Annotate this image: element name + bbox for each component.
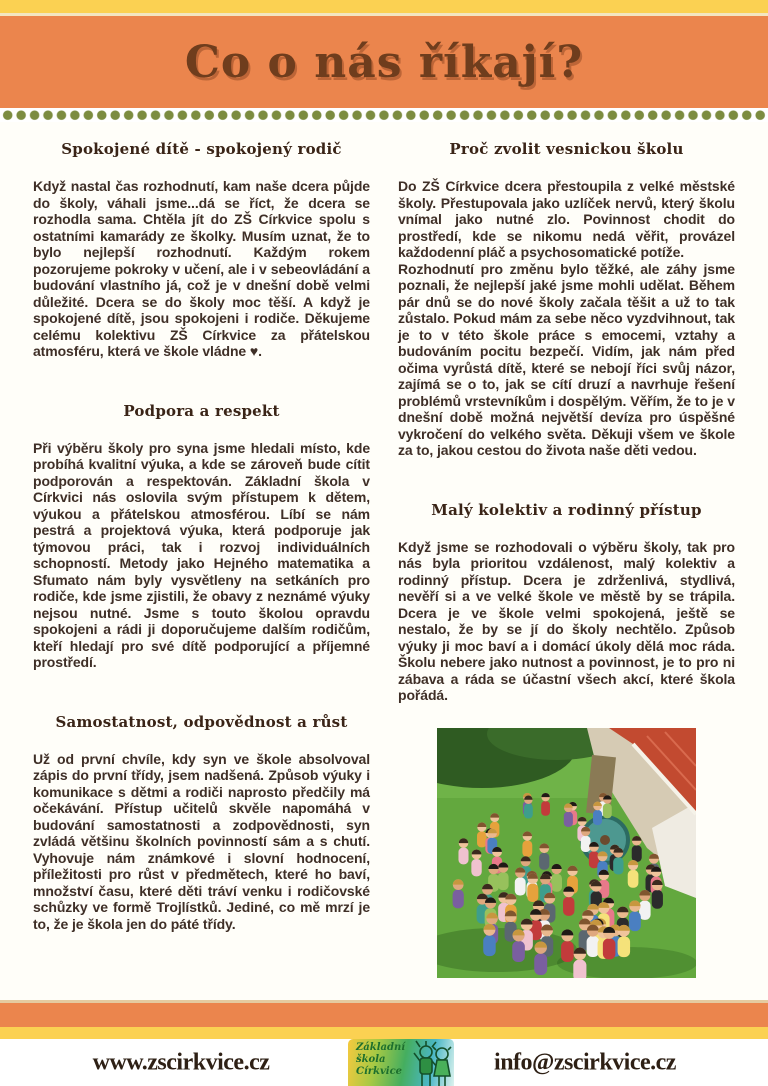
section-heading: Podpora a respekt — [123, 401, 280, 420]
footer — [0, 1039, 768, 1086]
logo-text — [348, 1039, 410, 1086]
section-paragraph: Do ZŠ Církvice dcera přestoupila z velké městské školy. Přestupovala jako uzlíček nervů, který školu vnímal jako nutné zlo. Povinnost chodit do prostředí, kde se nikomu nedá věřit, provázel každodenní pláč a psychosomatické potíže. — [398, 178, 735, 260]
logo-text-line2: škola — [356, 1054, 386, 1065]
top-yellow-strip — [0, 0, 768, 13]
dot-divider — [0, 108, 768, 122]
website-link[interactable]: www.zscirkvice.cz — [92, 1049, 270, 1075]
section-paragraph: Když jsme se rozhodovali o výběru školy, tak pro nás byla prioritou vzdálenost, malý kolektiv a rodinný přístup. Dcera je zdrženlivá, stydlivá, nevěří si a ve velké škole ve městě by se trápila. Dcera je ve škole velmi spokojená, ještě se nestalo, že by se jí do školy nechtělo. Způsob výuky ji moc baví a i domácí úkoly dělá moc ráda. Školu nebere jako nutnost a povinnost, je to pro ni zábava a ráda se účastní všech akcí, které škola pořádá. — [398, 538, 735, 703]
footer-orange-bar — [0, 1000, 768, 1027]
title-banner — [0, 13, 768, 108]
testimonial-section-5 — [398, 501, 735, 704]
testimonial-section-2 — [33, 402, 370, 671]
testimonial-section-1 — [33, 140, 370, 360]
group-photo — [437, 728, 696, 978]
left-column — [33, 122, 370, 1000]
testimonial-section-4 — [398, 140, 735, 459]
section-heading: Spokojené dítě - spokojený rodič — [61, 140, 342, 158]
section-heading: Proč zvolit vesnickou školu — [449, 140, 684, 158]
section-paragraph: Už od první chvíle, kdy syn ve škole absolvoval zápis do první třídy, jsem nadšená. Způsob výuky i komunikace s dětmi a rodiči naprosto předčily má očekávání. Přístup učitelů skvěle napomáhá v budování samostatnosti a zodpovědnosti, syn zvládá většinu školních povinností sám a s chutí. Vyhovuje nám známkové i slovní hodnocení, příležitosti pro růst v předmětech, které ho baví, množství času, které děti tráví venku i rodičovské schůzky ve formě Trojlístků. Jediné, co mě mrzí je to, že je škola jen do páté třídy. — [33, 750, 370, 932]
testimonial-section-3 — [33, 713, 370, 933]
section-paragraph: Rozhodnutí pro změnu bylo těžké, ale záhy jsme poznali, že nejlepší jaké jsme mohli udělat. Během pár dnů se do nové školy začala těšit a už to tak zůstalo. Pokud mám za sebe něco vyzdvihnout, tak je to v této škole práce s emocemi, vztahy a budováním pocitu bezpečí. Vidím, jak nám před očima vyrůstá dítě, které se nebojí říci svůj názor, zajímá se o to, jak se cítí druzí a navrhuje řešení problémů vrstevníkům i dospělým. Věřím, že to je v dnešní době možná největší devíza pro úspěšné vykročení do velkého světa. Děkuji všem ve škole za to, jakou cestou do života naše děti vedou. — [398, 260, 735, 458]
section-heading: Malý kolektiv a rodinný přístup — [431, 500, 702, 519]
section-heading: Samostatnost, odpovědnost a růst — [55, 712, 348, 731]
logo-text-line3: Církvice — [356, 1066, 403, 1077]
content — [0, 122, 768, 1000]
footer-yellow-bar — [0, 1027, 768, 1039]
section-paragraph: Při výběru školy pro syna jsme hledali místo, kde probíhá kvalitní výuka, a kde se zároveň bude cítit podporován a respektován. Základní škola v Církvici nás oslovila svým přístupem k dětem, výukou a přátelskou atmosférou. Líbí se nám pestrá a projektová výuka, která podporuje jak týmovou práci, tak i rozvoj individuálních schopností. Metody jako Hejného matematika a Sfumato nám byly vysvětleny na setkáních pro rodiče, kde jsme zjistili, že obavy z neznámé výuky nejsou nutné. Jsme s touto školou opravdu spokojeni a rádi ji doporučujeme dalším rodičům, kteří hledají pro své dítě podporující a příjemné prostředí. — [33, 439, 370, 670]
page-title: Co o nás říkají? — [184, 36, 584, 88]
logo-text-line1: Základní — [356, 1042, 406, 1053]
right-column — [398, 122, 735, 1000]
section-paragraph: Když nastal čas rozhodnutí, kam naše dcera půjde do školy, váhali jsme...dá se říct, že dcera se rozhodla sama. Chtěla jít do ZŠ Církvice spolu s ostatními kamarády ze školky. Musím uznat, že to bylo nejlepší rozhodnutí. Každým rokem pozorujeme pokroky v učení, ale i v sebeovládání a budování vlastního já, což je v dnešní době velmi důležité. Dcera se do školy moc těší. A když je spokojené dítě, jsou spokojeni i rodiče. Děkujeme celému kolektivu ZŠ Církvice za přátelskou atmosféru, která ve škole vládne ♥. — [33, 178, 370, 359]
email-link[interactable]: info@zscirkvice.cz — [494, 1049, 676, 1075]
